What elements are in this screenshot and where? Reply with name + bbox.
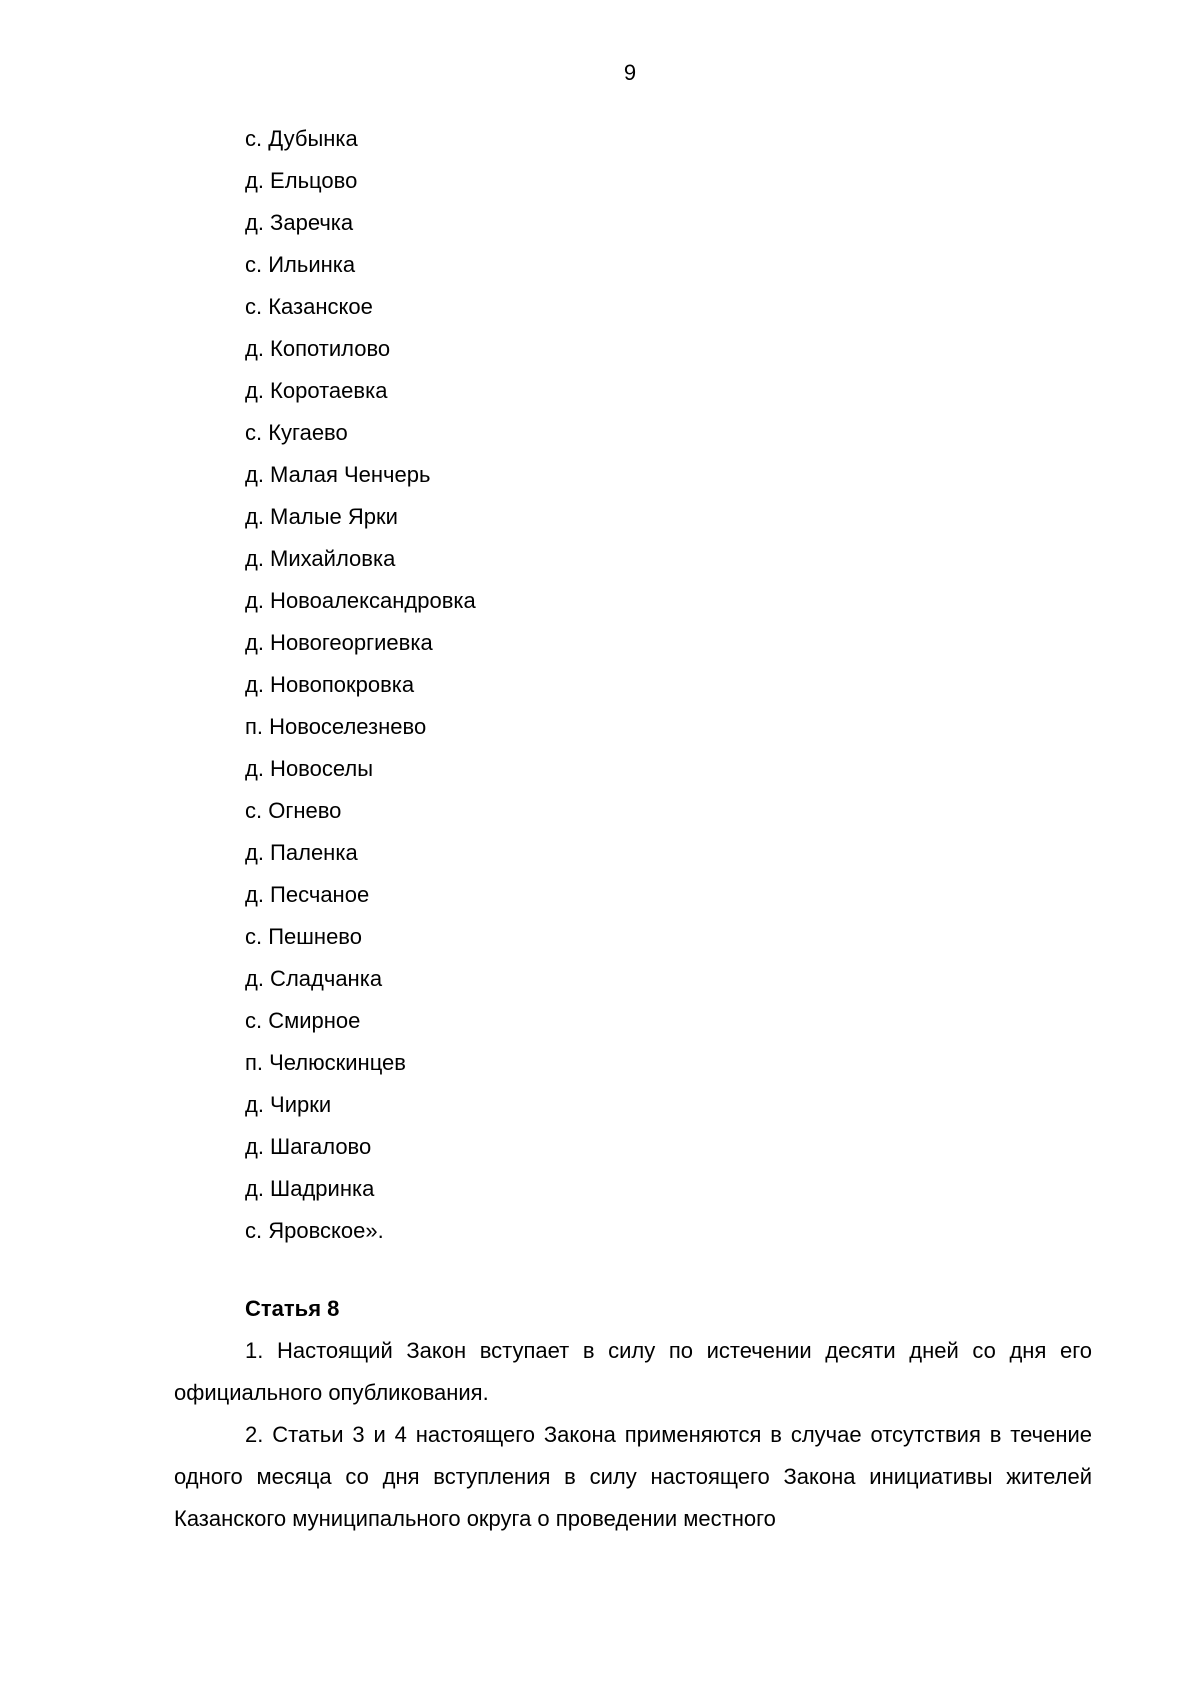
list-item: д. Малые Ярки bbox=[245, 504, 398, 529]
list-item: д. Коротаевка bbox=[245, 378, 388, 403]
article-paragraph: 1. Настоящий Закон вступает в силу по истечении десяти дней со дня его официального опубликования. bbox=[174, 1338, 1092, 1405]
list-item: п. Челюскинцев bbox=[245, 1050, 406, 1075]
list-item: д. Сладчанка bbox=[245, 966, 383, 991]
list-item: с. Огнево bbox=[245, 798, 342, 823]
list-item: д. Копотилово bbox=[245, 336, 391, 361]
list-item: с. Дубынка bbox=[245, 126, 358, 151]
list-item: д. Песчаное bbox=[245, 882, 370, 907]
list-item: д. Новогеоргиевка bbox=[245, 630, 433, 655]
list-item: д. Чирки bbox=[245, 1092, 332, 1117]
list-item: д. Новопокровка bbox=[245, 672, 415, 697]
list-item: с. Пешнево bbox=[245, 924, 362, 949]
list-item: д. Шадринка bbox=[245, 1176, 375, 1201]
list-item: д. Новоселы bbox=[245, 756, 374, 781]
locality-list bbox=[245, 118, 476, 1252]
list-item: д. Ельцово bbox=[245, 168, 358, 193]
article-section bbox=[174, 1288, 1092, 1540]
list-item: п. Новоселезнево bbox=[245, 714, 427, 739]
list-item: с. Казанское bbox=[245, 294, 373, 319]
list-item: с. Яровское». bbox=[245, 1218, 384, 1243]
list-item: д. Шагалово bbox=[245, 1134, 372, 1159]
list-item: д. Новоалександровка bbox=[245, 588, 476, 613]
list-item: с. Ильинка bbox=[245, 252, 356, 277]
article-title: Статья 8 bbox=[245, 1296, 340, 1321]
page-number: 9 bbox=[623, 60, 637, 85]
list-item: д. Заречка bbox=[245, 210, 354, 235]
list-item: д. Паленка bbox=[245, 840, 358, 865]
list-item: д. Михайловка bbox=[245, 546, 396, 571]
list-item: с. Смирное bbox=[245, 1008, 361, 1033]
list-item: с. Кугаево bbox=[245, 420, 348, 445]
list-item: д. Малая Ченчерь bbox=[245, 462, 431, 487]
article-paragraph: 2. Статьи 3 и 4 настоящего Закона применяются в случае отсутствия в течение одного месяца со дня вступления в силу настоящего Закона инициативы жителей Казанского муниципального округа о проведении местного bbox=[174, 1422, 1092, 1531]
